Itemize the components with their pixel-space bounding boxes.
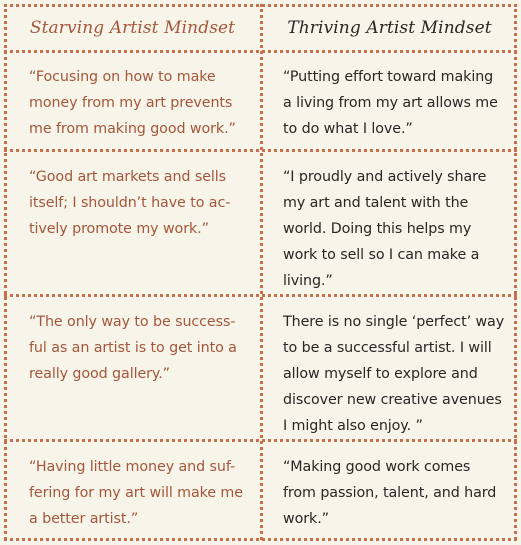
starving-quote-4: “Having little money and suf- fering for my art will make me a better artist.” (29, 459, 243, 527)
starving-artist-header: Starving Artist Mindset (29, 18, 236, 38)
column-divider (260, 4, 263, 540)
starving-quote-2: “Good art markets and sells itself; I shouldn’t have to ac- tively promote my work.” (29, 169, 231, 237)
thriving-quote-1: “Putting effort toward making a living from my art allows me to do what I love.” (283, 69, 498, 137)
thriving-quote-4: “Making good work comes from passion, talent, and hard work.” (283, 459, 497, 527)
table-border-left (4, 4, 7, 540)
thriving-quote-2: “I proudly and actively share my art and talent with the world. Doing this helps my work to sell so I can make a living.” (283, 169, 487, 289)
table-border-right (514, 4, 517, 540)
starving-quote-1: “Focusing on how to make money from my art prevents me from making good work.” (29, 69, 236, 137)
thriving-artist-header: Thriving Artist Mindset (287, 18, 492, 38)
thriving-quote-3: There is no single ‘perfect’ way to be a successful artist. I will allow myself to explore and discover new creative avenues I might also enjoy. ” (283, 314, 505, 434)
starving-quote-3: “The only way to be success- ful as an artist is to get into a really good gallery.” (29, 314, 237, 382)
